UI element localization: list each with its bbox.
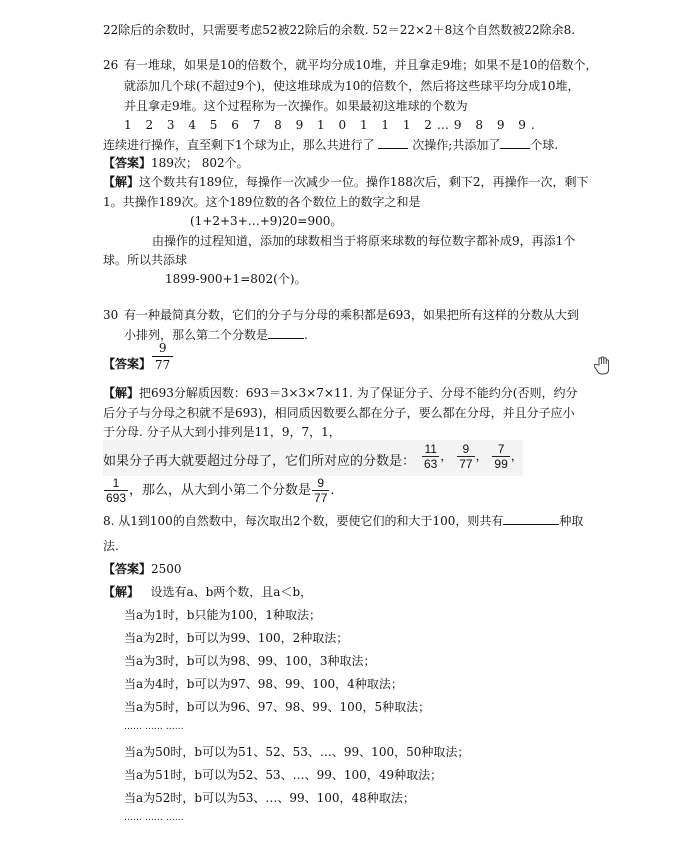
q30-answer-label (103, 356, 151, 372)
q26-sol5: 球。所以共添球 (103, 253, 188, 267)
fraction-9-77: $\frac{9}{77}$ (459, 442, 473, 471)
q8-line1-text: 从1到100的自然数中，每次取出2个数，要使它们的和大于100，则共有 (118, 514, 504, 528)
q30-line2-end: . (304, 328, 308, 342)
q30-fraction-list: $\frac{11}{63}$ ， $\frac{9}{77}$ ， $\frac{7}{99}$ ， (424, 442, 523, 471)
q8-case: 当a为3时，b可以为98、99、100，3种取法； (124, 654, 376, 668)
fraction-result-9-77: $\frac{9}{77}$ (314, 476, 328, 505)
q30-line2-text: 小排列，那么第二个分数是 (124, 328, 269, 342)
q8-answer (103, 561, 182, 577)
q26-answer (103, 155, 249, 171)
hand-cursor-icon (594, 356, 612, 376)
q26-line5a: 连续进行操作，直至剩下1个球为止，那么共进行了 (103, 138, 375, 152)
q26-answer-text: 189次； 802个。 (151, 156, 249, 170)
q8-ellipsis: …… …… …… (124, 813, 184, 823)
q8-line1-end: 种取 (559, 514, 584, 528)
solution-label: 【解】 (103, 175, 140, 189)
q30-sol1 (103, 385, 577, 401)
q8-sol-intro (103, 584, 312, 600)
answer-label: 【答案】 (103, 562, 152, 576)
q26-number: 26 (103, 58, 119, 72)
q8-case: 当a为52时，b可以为53、…、99、100，48种取法； (124, 791, 415, 805)
answer-label: 【答案】 (103, 156, 152, 170)
q30-sol2: 后分子与分母之积就不是693)，相同质因数要么都在分子，要么都在分母，并且分子应小 (103, 406, 575, 420)
q30-img-text2: ，那么，从大到小第二个分数是 (129, 483, 312, 498)
solution-label: 【解】 (103, 386, 140, 400)
q8-case: 当a为4时，b可以为97、98、99、100，4种取法； (124, 677, 403, 691)
q8-case: 当a为50时，b可以为51、52、53、…、99、100，50种取法； (124, 745, 470, 759)
solution-label: 【解】 (103, 585, 140, 599)
q8-case: 当a为51时，b可以为52、53、…、99、100，49种取法； (124, 768, 443, 782)
q8-number: 8. (103, 514, 115, 528)
q8-sol-intro-text: 设选有a、b两个数，且a＜b， (150, 585, 313, 599)
q30-img-text1: 如果分子再大就要超过分母了，它们所对应的分数是： (103, 454, 416, 469)
q26-line5 (103, 137, 558, 153)
q8-ellipsis: …… …… …… (124, 722, 184, 732)
q8-case: 当a为2时，b可以为99、100，2种取法； (124, 631, 349, 645)
q26-line1: 有一堆球，如果是10的倍数个，就平均分成10堆，并且拿走9堆；如果不是10的倍数个， (124, 58, 598, 72)
q26-sol1-text: 这个数共有189位，每操作一次减少一位。操作188次后，剩下2，再操作一次，剩下 (139, 175, 589, 189)
q8-line1 (103, 513, 583, 529)
q26-line5c: 个球. (530, 138, 559, 152)
q26-blank-2[interactable] (500, 137, 530, 149)
q26-sol4: 由操作的过程知道，添加的球数相当于将原来球数的每位数字都补成9，再添1个 (152, 234, 576, 248)
q26-sol2: 1。共操作189次。这个189位数的各个数位上的数字之和是 (103, 195, 421, 209)
top-line: 22除后的余数时，只需要考虑52被22除后的余数. 52＝22×2＋8这个自然数被22除余8. (103, 23, 576, 37)
q8-line2: 法. (103, 539, 119, 553)
q30-fraction-image-line1 (103, 440, 523, 476)
fraction-11-63: $\frac{11}{63}$ (424, 442, 438, 471)
q8-case: 当a为1时，b只能为100，1种取法； (124, 608, 322, 622)
q8-answer-text: 2500 (151, 562, 182, 576)
q26-sol3: (1+2+3+…+9)20=900。 (190, 214, 343, 228)
q30-answer-denominator: 77 (155, 358, 171, 372)
q26-sol1 (103, 174, 588, 190)
q26-line2: 就添加几个球(不超过9个)，使这堆球成为10的倍数个，然后将这些球平均分成10堆， (124, 79, 580, 93)
q30-answer-numerator: 9 (152, 340, 173, 357)
q26-sequence: 1 2 3 4 5 6 7 8 9 1 0 1 1 1 2…9 8 9 9. (124, 118, 540, 132)
q30-number: 30 (103, 308, 119, 322)
q30-answer-fraction (152, 340, 173, 373)
q8-case: 当a为5时，b可以为96、97、98、99、100，5种取法； (124, 700, 431, 714)
q26-blank-1[interactable] (378, 137, 408, 149)
q26-line3: 并且拿走9堆。这个过程称为一次操作。如果最初这堆球的个数为 (124, 99, 468, 113)
fraction-1-693: $\frac{1}{693}$ (106, 476, 127, 505)
q30-blank[interactable] (268, 327, 304, 339)
q26-line5b: 次操作;共添加了 (412, 138, 501, 152)
q30-line1: 有一种最简真分数，它们的分子与分母的乘积都是693，如果把所有这样的分数从大到 (124, 308, 579, 322)
q30-sol1-text: 把693分解质因数：693＝3×3×7×11. 为了保证分子、分母不能约分(否则，约分 (139, 386, 578, 400)
q30-fraction-image-line2: $\frac{1}{693}$ ，那么，从大到小第二个分数是 $\frac{9}{77}$ . (106, 476, 335, 505)
fraction-7-99: $\frac{7}{99}$ (494, 442, 508, 471)
answer-label: 【答案】 (103, 357, 152, 371)
q26-sol6: 1899-900+1=802(个)。 (165, 272, 307, 286)
q8-blank[interactable] (503, 513, 559, 525)
q30-sol3: 于分母. 分子从大到小排列是11，9，7，1， (103, 425, 341, 439)
